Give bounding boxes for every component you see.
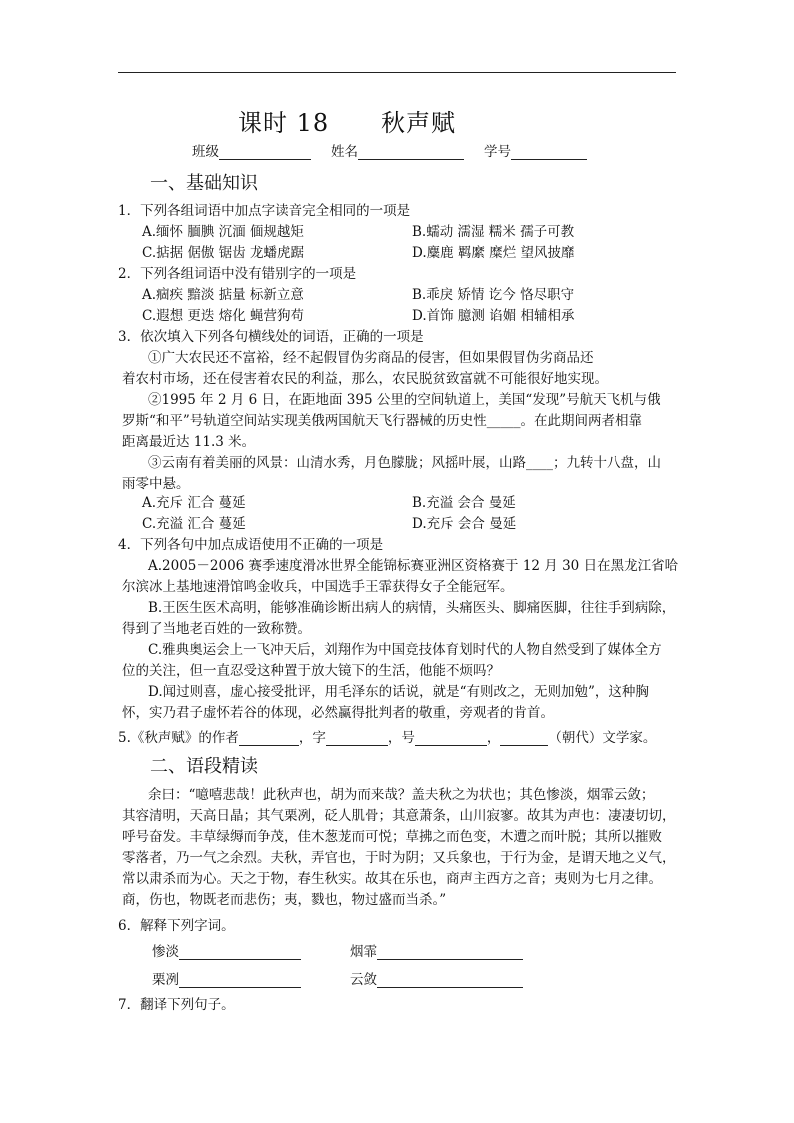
- q4-option-b-line2: 得到了当地老百姓的一致称赞。: [122, 621, 311, 637]
- q4-stem: 4．下列各句中加点成语使用不正确的一项是: [118, 537, 384, 553]
- q3-option-b: B.充溢 会合 曼延: [412, 495, 516, 511]
- q5-author-blank[interactable]: [239, 731, 299, 746]
- passage-line-1: 余曰：“噫嘻悲哉！此秋声也，胡为而来哉？盖夫秋之为状也；其色惨淡，烟霏云敛；: [148, 787, 655, 803]
- q4-option-d-line2: 怀，实乃君子虚怀若谷的体现，必然赢得批判者的敬重，旁观者的肯首。: [122, 705, 554, 721]
- q3-sentence2-line2: 罗斯“和平”号轨道空间站实现美俄两国航天飞行器械的历史性_____。在此期间两者相靠: [122, 413, 643, 429]
- q3-option-c: C.充溢 汇合 蔓延: [142, 516, 246, 532]
- q1-stem: 1．下列各组词语中加点字读音完全相同的一项是: [118, 203, 411, 219]
- q6-word-4-blank[interactable]: [377, 973, 523, 988]
- q2-stem: 2．下列各组词语中没有错别字的一项是: [118, 266, 357, 282]
- q4-option-a-line2: 尔滨冰上基地速滑馆鸣金收兵，中国选手王霏获得女子全能冠军。: [122, 579, 514, 595]
- q2-option-a: A.痼疾 黯淡 掂量 标新立意: [142, 287, 304, 303]
- q6-row2-item2: [350, 968, 523, 988]
- q6-row1-item1: [152, 940, 301, 960]
- q3-sentence3-line1: ③云南有着美丽的风景：山清水秀，月色朦胧；风摇叶展，山路____；九转十八盘，山: [148, 455, 661, 471]
- q5-zi-blank[interactable]: [326, 731, 388, 746]
- q7-stem: 7．翻译下列句子。: [118, 997, 235, 1013]
- q6-row2-item1: [152, 968, 301, 988]
- q6-word-1: 惨淡: [152, 944, 179, 960]
- number-label: 学号: [484, 144, 511, 160]
- q6-word-1-blank[interactable]: [179, 945, 301, 960]
- passage-line-2: 其容清明，天高日晶；其气栗冽，砭人肌骨；其意萧条，山川寂寥。故其为声也：凄凄切切，: [122, 808, 676, 824]
- q4-option-c-line1: C.雅典奥运会上一飞冲天后，刘翔作为中国竞技体育划时代的人物自然受到了媒体全方: [148, 642, 662, 658]
- class-label: 班级: [192, 144, 219, 160]
- q6-word-4: 云敛: [350, 972, 377, 988]
- header-rule: [118, 72, 676, 73]
- q1-option-b: B.蠕动 濡湿 糯米 孺子可教: [412, 224, 575, 240]
- q5-dynasty-blank[interactable]: [500, 731, 548, 746]
- q3-sentence2-line3: 距离最近达 11.3 米。: [122, 434, 256, 450]
- passage-line-6: 商，伤也，物既老而悲伤；夷，戮也，物过盛而当杀。”: [122, 892, 447, 908]
- q1-option-d: D.麋鹿 羁縻 糜烂 望风披靡: [412, 245, 575, 261]
- q2-option-d: D.首饰 臆测 谄媚 相辅相承: [412, 308, 575, 324]
- q5-fill-line: [118, 726, 656, 746]
- section-passage-reading: 二、语段精读: [150, 756, 258, 777]
- q5-hao-blank[interactable]: [415, 731, 487, 746]
- q6-word-3-blank[interactable]: [179, 973, 301, 988]
- q3-sentence1-line2: 着农村市场，还在侵害着农民的利益，那么，农民脱贫致富就不可能很好地实现。: [122, 371, 608, 387]
- q3-option-d: D.充斥 会合 曼延: [412, 516, 517, 532]
- q6-word-2: 烟霏: [350, 944, 377, 960]
- page-title: 课时 18 秋声赋: [238, 109, 456, 137]
- q4-option-b-line1: B.王医生医术高明，能够准确诊断出病人的病情，头痛医头、脚痛医脚，往往手到病除，: [148, 600, 676, 616]
- q3-sentence3-line2: 雨零中悬。: [122, 476, 190, 492]
- number-blank[interactable]: [511, 145, 587, 160]
- q4-option-d-line1: D.闻过则喜，虚心接受批评，用毛泽东的话说，就是“有则改之，无则加勉”，这种胸: [148, 684, 649, 700]
- q5-part-zi: ，字: [298, 730, 326, 746]
- q3-sentence2-line1: ②1995 年 2 月 6 日，在距地面 395 公里的空间轨道上，美国“发现”号航天飞机与俄: [148, 392, 661, 408]
- q2-option-b: B.乖戾 矫情 讫今 恪尽职守: [412, 287, 575, 303]
- q6-word-3: 栗冽: [152, 972, 179, 988]
- q2-option-c: C.遐想 更迭 熔化 蝇营狗苟: [142, 308, 305, 324]
- passage-line-4: 零落者，乃一气之余烈。夫秋，弄官也，于时为阴；又兵象也，于行为金，是谓天地之义气，: [122, 850, 676, 866]
- name-blank[interactable]: [358, 145, 464, 160]
- passage-line-5: 常以肃杀而为心。天之于物，春生秋实。故其在乐也，商声主西方之音；夷则为七月之律。: [122, 871, 662, 887]
- section-basic-knowledge: 一、基础知识: [150, 173, 258, 194]
- q1-option-c: C.掂据 倨傲 锯齿 龙蟠虎踞: [142, 245, 305, 261]
- q5-part-hao: ，号: [387, 730, 415, 746]
- q5-part-author: 5.《秋声赋》的作者: [118, 730, 239, 746]
- q6-word-2-blank[interactable]: [377, 945, 523, 960]
- q6-row1-item2: [350, 940, 523, 960]
- name-label: 姓名: [331, 144, 358, 160]
- class-blank[interactable]: [219, 145, 311, 160]
- q5-part-comma: ，: [486, 730, 501, 746]
- q4-option-c-line2: 位的关注，但一直忍受这种置于放大镜下的生活，他能不烦吗？: [122, 663, 500, 679]
- q3-sentence1-line1: ①广大农民还不富裕，经不起假冒伪劣商品的侵害，但如果假冒伪劣商品还: [148, 350, 594, 366]
- q3-stem: 3．依次填入下列各句横线处的词语，正确的一项是: [118, 329, 424, 345]
- student-info-line: [192, 140, 587, 160]
- q6-stem: 6．解释下列字词。: [118, 918, 235, 934]
- q4-option-a-line1: A.2005－2006 赛季速度滑冰世界全能锦标赛亚洲区资格赛于 12 月 30 日在黑龙江省哈: [148, 558, 679, 574]
- q1-option-a: A.缅怀 腼腆 沉湎 偭规越矩: [142, 224, 304, 240]
- q5-part-dynasty: （朝代）文学家。: [548, 730, 657, 746]
- passage-line-3: 呼号奋发。丰草绿缛而争茂，佳木葱茏而可悦；草拂之而色变，木遭之而叶脱；其所以摧败: [122, 829, 662, 845]
- q3-option-a: A.充斥 汇合 蔓延: [142, 495, 246, 511]
